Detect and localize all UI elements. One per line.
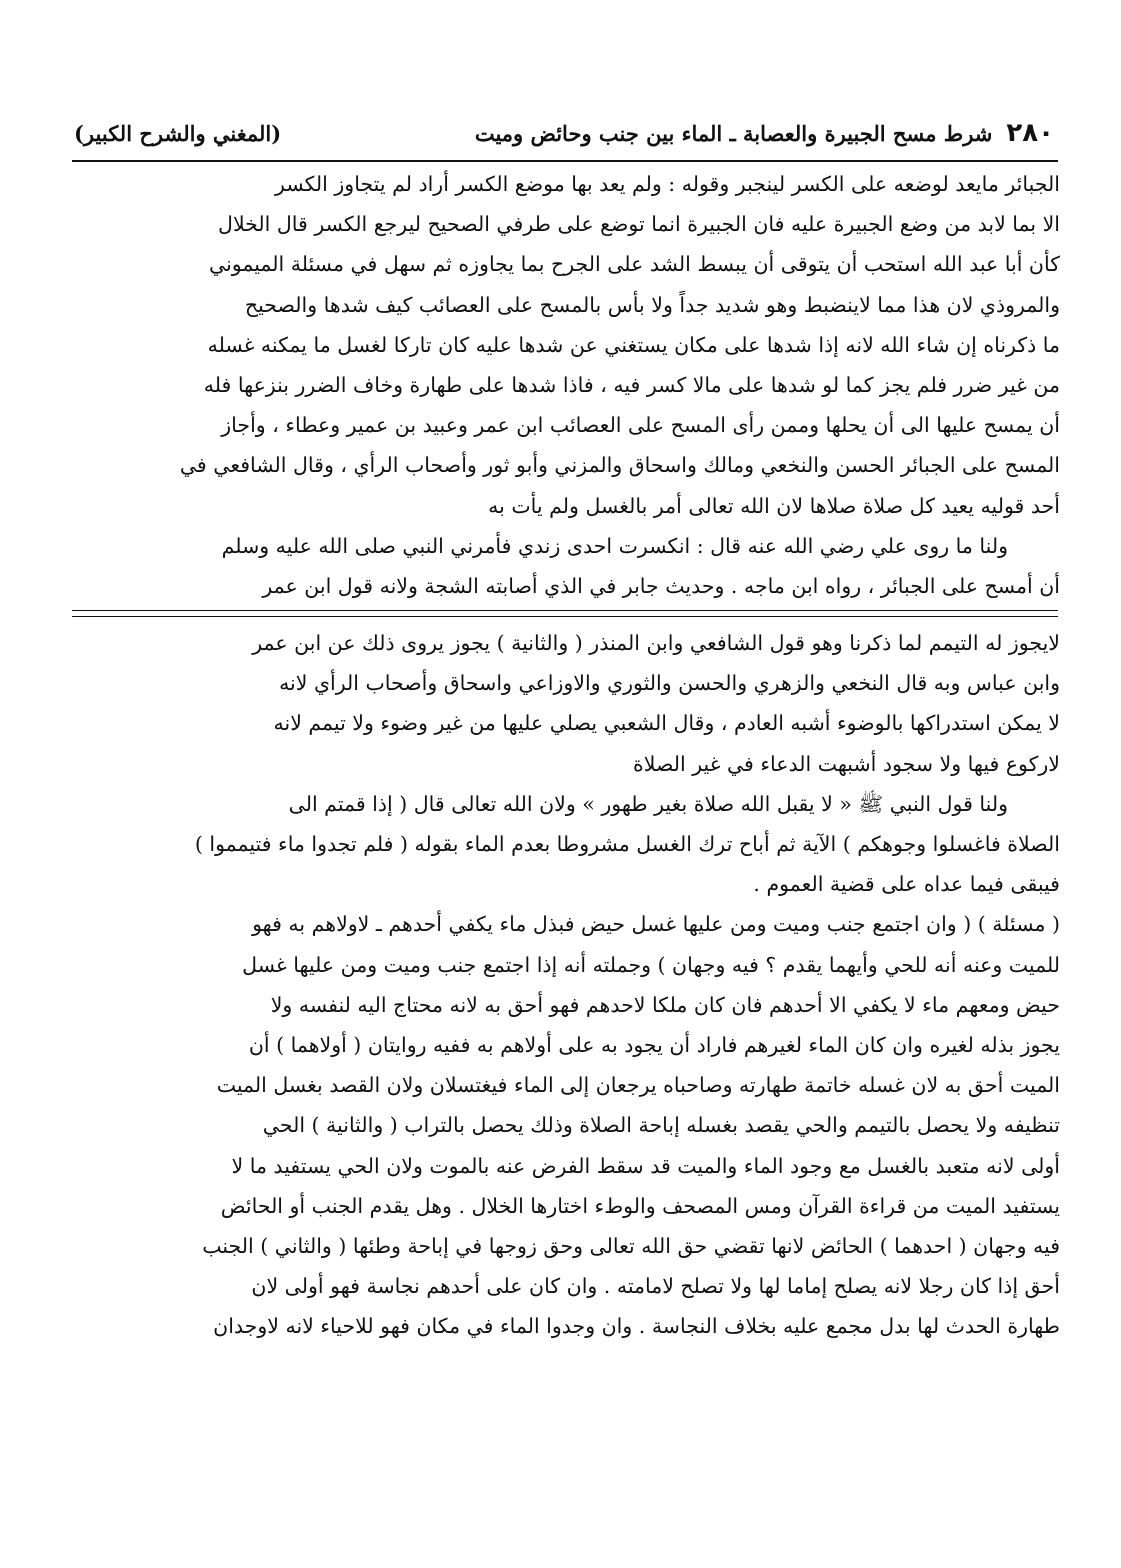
page-header (70, 118, 1060, 160)
text-line: أحق إذا كان رجلا لانه يصلح إماما لها ولا تصلح لامامته . وان كان على أحدهم نجاسة فهو أولى لان (251, 1274, 1060, 1299)
text-line: الجبائر مايعد لوضعه على الكسر لينجبر وقوله : ولم يعد بها موضع الكسر أراد لم يتجاوز الكسر (275, 172, 1060, 196)
text-line: ( مسئلة ) ( وان اجتمع جنب وميت ومن عليها غسل حيض فبذل ماء يكفي أحدهم ـ لاولاهم به فهو (252, 912, 1060, 937)
running-title: شرط مسح الجبيرة والعصابة ـ الماء بين جنب وحائض وميت (474, 121, 993, 146)
text-line: حيض ومعهم ماء لا يكفي الا أحدهم فان كان ملكا لاحدهم فهو أحق به لانه محتاج اليه لنفسه ولا (270, 992, 1060, 1017)
text-line: ولنا قول النبي ﷺ « لا يقبل الله صلاة بغير طهور » ولان الله تعالى قال ( إذا قمتم الى (288, 791, 1008, 816)
header-rule (72, 160, 1058, 162)
text-line: والمروذي لان هذا مما لاينضبط وهو شديد جداً ولا بأس بالمسح على العصائب كيف شدها والصحيح (244, 292, 1060, 317)
text-line: يجوز بذله لغيره وان كان الماء لغيرهم فاراد أن يجود به على أولاهم به ففيه روايتان ( أولاهما ) أن (248, 1032, 1060, 1057)
text-line: لاركوع فيها ولا سجود أشبهت الدعاء في غير الصلاة (633, 751, 1060, 776)
text-line: أولى لانه متعبد بالغسل مع وجود الماء والميت قد سقط الفرض عنه بالموت ولان الحي يستفيد ما لا (231, 1153, 1060, 1178)
text-line: أن يمسح عليها الى أن يحلها وممن رأى المسح على العصائب ابن عمر وعبيد بن عمير وعطاء ، وأجاز (221, 413, 1060, 438)
sharh-text-block (70, 164, 1060, 606)
text-line: الميت أحق به لان غسله خاتمة طهارته وصاحباه يرجعان إلى الماء فيغتسلان ولان القصد بغسل الميت (216, 1073, 1060, 1098)
text-line: الا بما لابد من وضع الجبيرة عليه فان الجبيرة انما توضع على طرفي الصحيح ليرجع الكسر قال الخلال (218, 212, 1060, 237)
text-line: وابن عباس وبه قال النخعي والزهري والحسن والثوري والاوزاعي واسحاق وأصحاب الرأي لانه (279, 671, 1060, 696)
text-line: كأن أبا عبد الله استحب أن يتوقى أن يبسط الشد على الجرح بما يجاوزه ثم سهل في مسئلة الميموني (208, 252, 1060, 277)
text-line: يستفيد الميت من قراءة القرآن ومس المصحف والوطء اختارها الخلال . وهل يقدم الجنب أو الحائض (220, 1193, 1060, 1218)
text-line: لا يمكن استدراكها بالوضوء أشبه العادم ، وقال الشعبي يصلي عليها من غير وضوء ولا تيمم لانه (273, 711, 1060, 736)
header-title-group (475, 118, 1054, 148)
book-page (70, 118, 1060, 1346)
text-line: فيه وجهان ( احدهما ) الحائض لانها تقضي حق الله تعالى وحق زوجها في إباحة وطئها ( والثاني ) الجنب (202, 1233, 1060, 1258)
text-line: ما ذكرناه إن شاء الله لانه إذا شدها على مكان يستغني عن شدها عليه كان تاركا لغسل ما يمكنه غسله (207, 332, 1060, 357)
text-line: فيبقى فيما عداه على قضية العموم . (753, 872, 1060, 897)
text-line: أحد قوليه يعيد كل صلاة صلاها لان الله تعالى أمر بالغسل ولم يأت به (488, 493, 1060, 518)
text-line: المسح على الجبائر الحسن والنخعي ومالك واسحاق والمزني وأبو ثور وأصحاب الرأي ، وقال الشافعي في (179, 453, 1060, 478)
mughni-text-block (70, 623, 1060, 1346)
text-line: أن أمسح على الجبائر ، رواه ابن ماجه . وحديث جابر في الذي أصابته الشجة ولانه قول ابن عمر (262, 573, 1060, 598)
text-line: تنظيفه ولا يحصل بالتيمم والحي يقصد بغسله إباحة الصلاة وذلك يحصل بالتراب ( والثانية ) الحي (262, 1113, 1060, 1138)
section-divider (72, 610, 1058, 617)
book-title: (المغني والشرح الكبير) (74, 121, 282, 146)
text-line: ولنا ما روى علي رضي الله عنه قال : انكسرت احدى زندي فأمرني النبي صلى الله عليه وسلم (221, 533, 1008, 558)
text-line: طهارة الحدث لها بدل مجمع عليه بخلاف النجاسة . وان وجدوا الماء في مكان فهو للاحياء لانه لاوجدان (213, 1314, 1060, 1339)
page-number: ٢٨٠ (1006, 118, 1054, 148)
text-line: لايجوز له التيمم لما ذكرنا وهو قول الشافعي وابن المنذر ( والثانية ) يجوز يروى ذلك عن ابن عمر (252, 631, 1060, 656)
text-line: الصلاة فاغسلوا وجوهكم ) الآية ثم أباح ترك الغسل مشروطا بعدم الماء بقوله ( فلم تجدوا ماء فتيمموا ) (194, 832, 1060, 856)
text-line: للميت وعنه أنه للحي وأيهما يقدم ؟ فيه وجهان ) وجملته أنه إذا اجتمع جنب وميت ومن عليها غسل (242, 952, 1060, 977)
text-line: من غير ضرر فلم يجز كما لو شدها على مالا كسر فيه ، فاذا شدها على طهارة وخاف الضرر بنزعها فله (203, 372, 1060, 397)
